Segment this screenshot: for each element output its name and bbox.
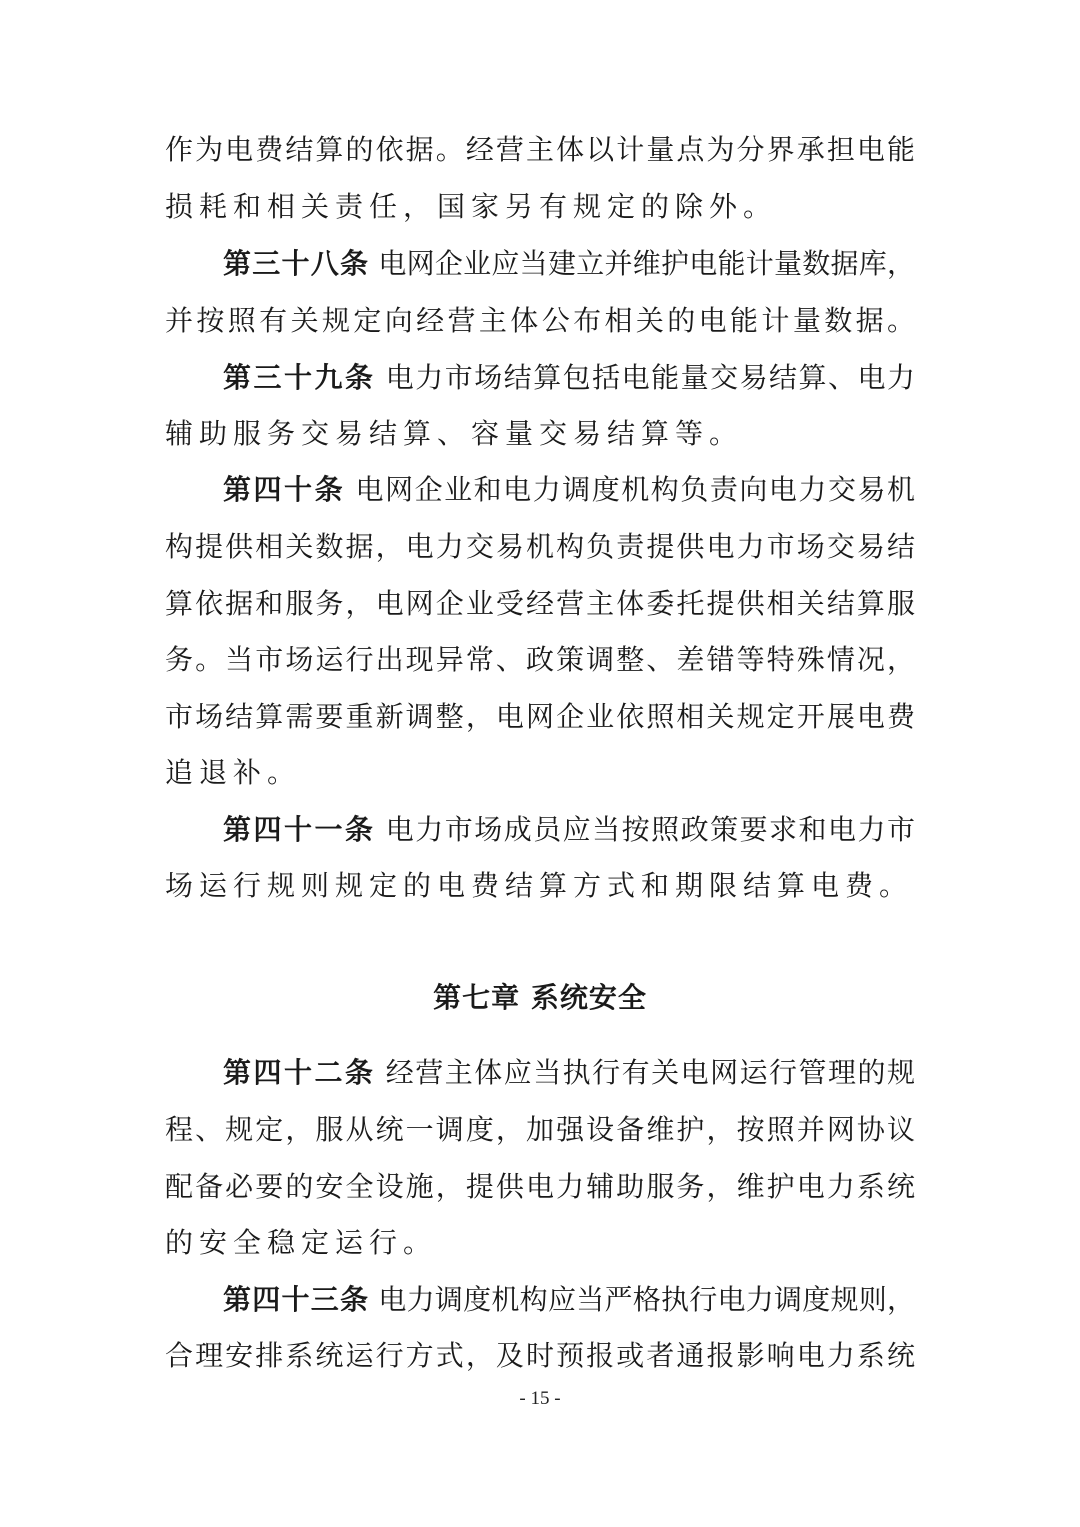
article-number: 第三十八条 — [223, 247, 370, 280]
article-number: 第四十二条 — [223, 1056, 376, 1089]
text-line: 务。当市场运行出现异常、政策调整、差错等特殊情况， — [165, 643, 915, 676]
article-39-line-1 — [223, 358, 915, 398]
text-line: 的安全稳定运行。 — [165, 1226, 438, 1259]
article-41-line-1 — [223, 810, 915, 850]
text-line: 构提供相关数据，电力交易机构负责提供电力市场交易结 — [165, 530, 915, 563]
chapter-heading: 第七章 系统安全 — [433, 981, 647, 1014]
article-text: 电网企业应当建立并维护电能计量数据库， — [378, 247, 915, 280]
article-40-line-1 — [223, 470, 915, 510]
article-text: 电力市场结算包括电能量交易结算、电力 — [385, 361, 915, 394]
article-number: 第四十条 — [223, 473, 346, 506]
text-line: 辅助服务交易结算、容量交易结算等。 — [165, 417, 744, 450]
text-line: 损耗和相关责任，国家另有规定的除外。 — [165, 190, 778, 223]
text-line: 追退补。 — [165, 756, 302, 789]
article-text: 经营主体应当执行有关电网运行管理的规 — [385, 1056, 915, 1089]
text-line: 作为电费结算的依据。经营主体以计量点为分界承担电能 — [165, 133, 915, 166]
article-number: 第四十三条 — [223, 1283, 370, 1316]
text-line: 算依据和服务，电网企业受经营主体委托提供相关结算服 — [165, 587, 915, 620]
article-number: 第三十九条 — [223, 361, 376, 394]
text-line: 程、规定，服从统一调度，加强设备维护，按照并网协议 — [165, 1113, 915, 1146]
text-line: 市场结算需要重新调整，电网企业依照相关规定开展电费 — [165, 700, 915, 733]
text-line: 配备必要的安全设施，提供电力辅助服务，维护电力系统 — [165, 1170, 915, 1203]
page-number: - 15 - — [519, 1388, 561, 1409]
text-line: 场运行规则规定的电费结算方式和期限结算电费。 — [165, 869, 914, 902]
article-43-line-1 — [223, 1280, 915, 1320]
article-number: 第四十一条 — [223, 813, 376, 846]
text-line: 并按照有关规定向经营主体公布相关的电能计量数据。 — [165, 304, 915, 337]
article-42-line-1 — [223, 1053, 915, 1093]
text-line: 合理安排系统运行方式，及时预报或者通报影响电力系统 — [165, 1339, 915, 1372]
article-text: 电网企业和电力调度机构负责向电力交易机 — [355, 473, 915, 506]
article-text: 电力市场成员应当按照政策要求和电力市 — [385, 813, 915, 846]
article-38-line-1 — [223, 244, 915, 284]
article-text: 电力调度机构应当严格执行电力调度规则， — [378, 1283, 915, 1316]
